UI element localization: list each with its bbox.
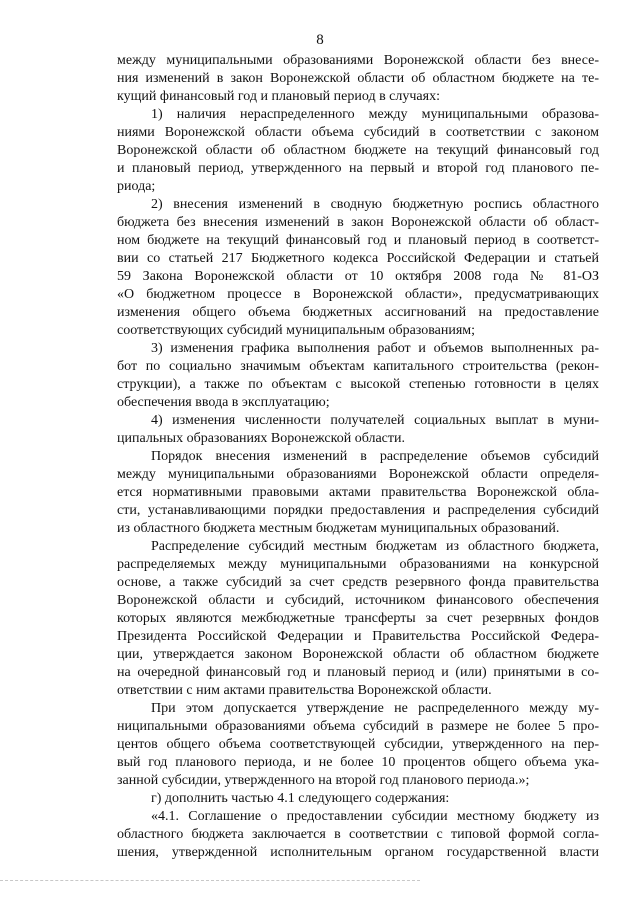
text-line: Воронежской области и субсидий, источником финансового обеспечения — [117, 593, 599, 608]
text-line: 2) внесения изменений в сводную бюджетную роспись областного — [151, 197, 599, 212]
text-line: ниями Воронежской области объема субсидий в соответствии с законом — [117, 125, 599, 140]
text-line: на очередной финансовый год и плановый период и (или) принятыми в со- — [117, 665, 599, 680]
text-line: ется нормативными правовыми актами правительства Воронежской обла- — [117, 485, 599, 500]
text-line: При этом допускается утверждение не распределенного между му- — [151, 701, 599, 716]
text-line: между муниципальными образованиями Воронежской области определя- — [117, 467, 599, 482]
text-line: ответствии с ним актами правительства Воронежской области. — [117, 683, 492, 698]
page-number: 8 — [316, 32, 324, 48]
text-line: занной субсидии, утвержденного на второй год планового периода.»; — [117, 773, 530, 788]
text-line: областного бюджета заключается в соответствии с типовой формой согла- — [117, 827, 599, 842]
text-line: «О бюджетном процессе в Воронежской области», предусматривающих — [117, 287, 599, 302]
paragraph — [117, 340, 599, 412]
text-line: основе, а также субсидий за счет средств резервного фонда правительства — [117, 575, 599, 590]
text-line: 1) наличия нераспределенного между муниципальными образова- — [151, 107, 599, 122]
body-text — [117, 52, 599, 862]
text-line: г) дополнить частью 4.1 следующего содержания: — [151, 791, 450, 806]
paragraph — [117, 196, 599, 340]
text-line: Президента Российской Федерации и Правительства Российской Федера- — [117, 629, 599, 644]
text-line: Распределение субсидий местным бюджетам из областного бюджета, — [151, 539, 599, 554]
text-line: ном бюджете на текущий финансовый год и плановый период в соответст- — [117, 233, 599, 248]
text-line: изменения общего объема бюджетных ассигнований на предоставление — [117, 305, 599, 320]
paragraph — [117, 412, 599, 448]
page-bottom-rule — [0, 880, 420, 881]
paragraph — [117, 808, 599, 862]
text-line: вии со статьей 217 Бюджетного кодекса Российской Федерации и статьей — [117, 251, 599, 266]
text-line: 59 Закона Воронежской области от 10 октября 2008 года № 81-ОЗ — [117, 269, 599, 284]
text-line: вый год планового периода, и не более 10 процентов общего объема ука- — [117, 755, 599, 770]
text-line: обеспечения ввода в эксплуатацию; — [117, 395, 330, 410]
paragraph — [117, 106, 599, 196]
text-line: бот по социально значимым объектам капитального строительства (рекон- — [117, 359, 599, 374]
text-line: бюджета без внесения изменений в закон Воронежской области об облаcт- — [117, 215, 599, 230]
text-line: которых являются межбюджетные трансферты за счет резервных фондов — [117, 611, 599, 626]
text-line: Воронежской области об областном бюджете на текущий финансовый год — [117, 143, 599, 158]
paragraph — [117, 790, 599, 808]
text-line: струкции), а также по объектам с высокой степенью готовности в целях — [117, 377, 599, 392]
paragraph — [117, 700, 599, 790]
text-line: «4.1. Соглашение о предоставлении субсидии местному бюджету из — [151, 809, 599, 824]
paragraph — [117, 538, 599, 700]
text-line: сти, устанавливающими порядки предоставления и распределения субсидий — [117, 503, 599, 518]
text-line: 3) изменения графика выполнения работ и объемов выполненных ра- — [151, 341, 599, 356]
text-line: Порядок внесения изменений в распределение объемов субсидий — [151, 449, 599, 464]
text-line: ции, утверждается законом Воронежской области об областном бюджете — [117, 647, 599, 662]
text-line: ципальных образованиях Воронежской области. — [117, 431, 405, 446]
text-line: кущий финансовый год и плановый период в случаях: — [117, 89, 440, 104]
text-line: и плановый период, утвержденного на первый и второй год планового пе- — [117, 161, 599, 176]
text-line: соответствующих субсидий муниципальным образованиям; — [117, 323, 476, 338]
text-line: распределяемых между муниципальными образованиями на конкурсной — [117, 557, 599, 572]
text-line: центов общего объема соответствующей субсидии, утвержденного на пер- — [117, 737, 599, 752]
text-line: ния изменений в закон Воронежской области об областном бюджете на те- — [117, 71, 599, 86]
text-line: шения, утвержденной исполнительным органом государственной власти — [117, 845, 599, 860]
text-line: ниципальными образованиями объема субсидий в размере не более 5 про- — [117, 719, 599, 734]
text-line: из областного бюджета местным бюджетам муниципальных образований. — [117, 521, 560, 536]
text-line: между муниципальными образованиями Воронежской области без внесе- — [117, 53, 599, 68]
text-line: 4) изменения численности получателей социальных выплат в муни- — [151, 413, 599, 428]
paragraph — [117, 52, 599, 106]
paragraph — [117, 448, 599, 538]
text-line: риода; — [117, 179, 156, 194]
